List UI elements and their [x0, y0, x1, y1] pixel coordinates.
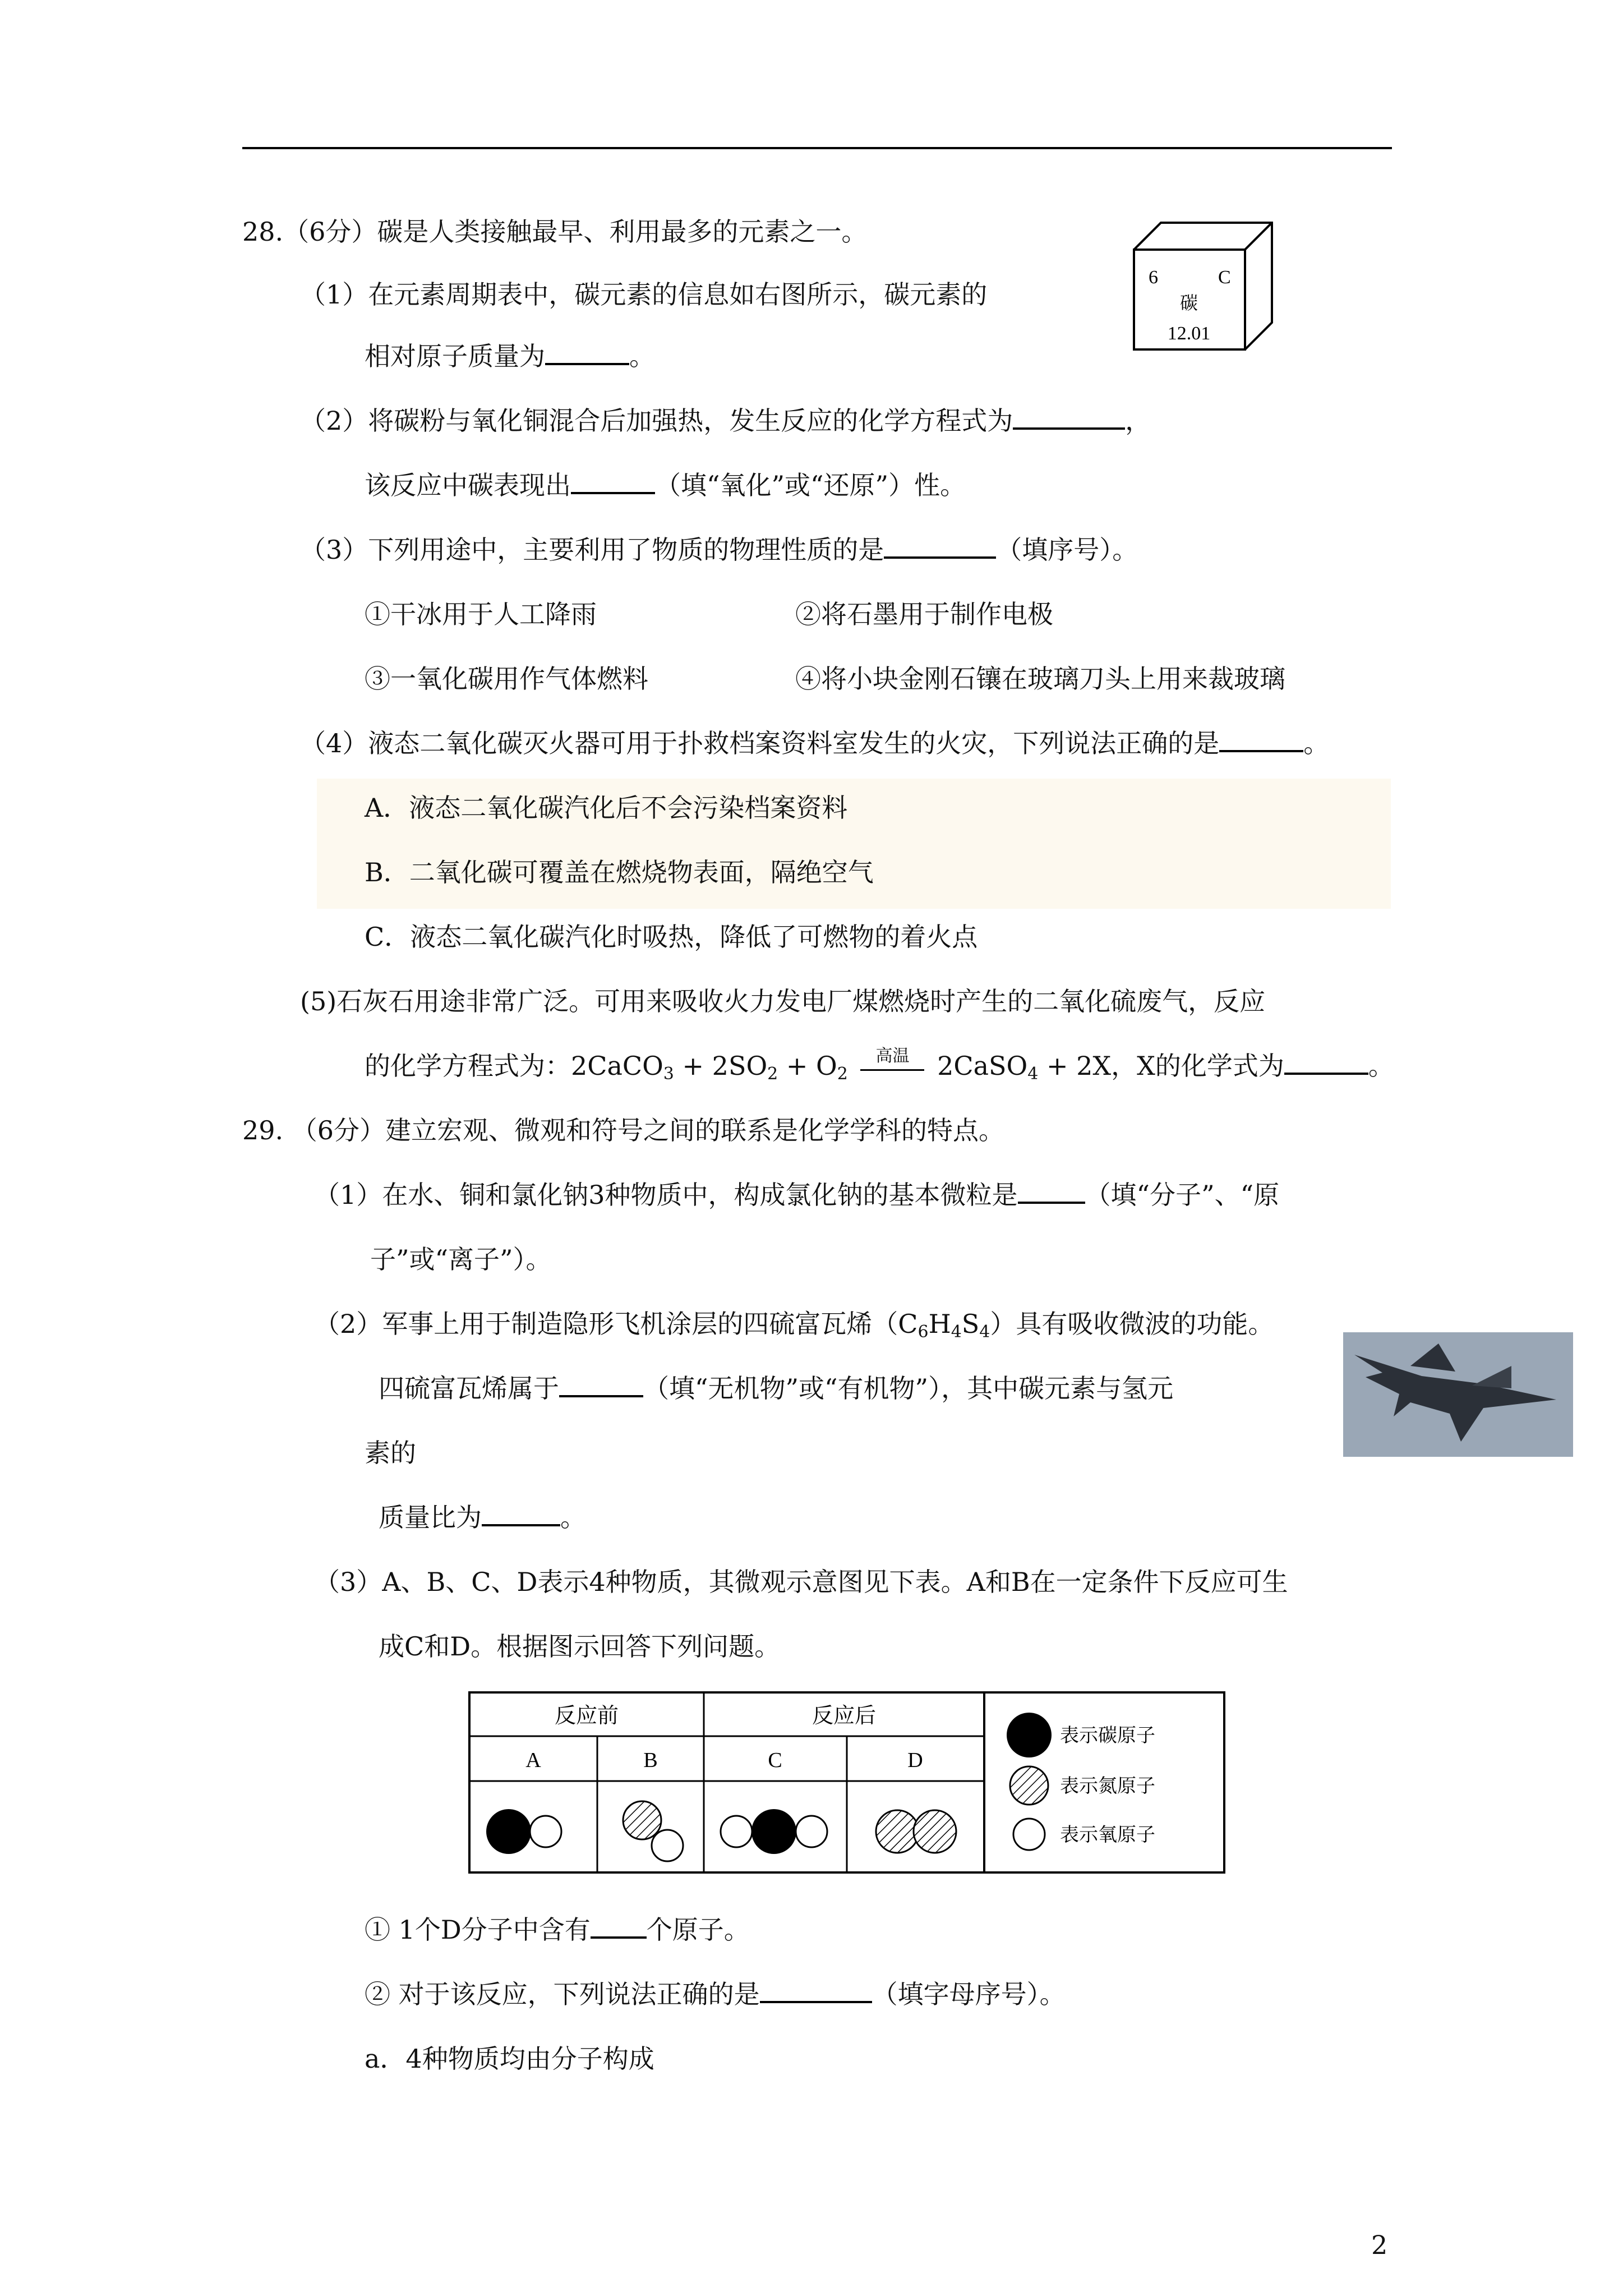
element-number: 6 [1149, 267, 1158, 288]
element-mass: 12.01 [1167, 323, 1211, 344]
q28-p4-choice-b: B．二氧化碳可覆盖在燃烧物表面，隔绝空气 [365, 857, 874, 887]
q29-p1-b: 子”或“离子”）。 [370, 1244, 552, 1274]
q28-p3: （3）下列用途中，主要利用了物质的物理性质的是 （填序号）。 [300, 535, 1138, 565]
q29-title: 29. （6分）建立宏观、微观和符号之间的联系是化学学科的特点。 [242, 1115, 1005, 1145]
element-name: 碳 [1179, 292, 1198, 314]
molecule-a [486, 1809, 561, 1854]
q28-title: 28.（6分）碳是人类接触最早、利用最多的元素之一。 [242, 217, 868, 247]
col-c: C [768, 1749, 782, 1772]
q28-p1-b: 相对原子质量为 。 [365, 341, 655, 371]
q28-option-3: ③一氧化碳用作气体燃料 [365, 664, 648, 694]
q28-option-1: ①干冰用于人工降雨 [365, 599, 597, 629]
answer-blank[interactable] [1013, 405, 1125, 430]
q29-p2-b: 四硫富瓦烯属于 （填“无机物”或“有机物”），其中碳元素与氢元 [379, 1373, 1174, 1404]
legend-nitrogen: 表示氮原子 [1060, 1775, 1155, 1797]
answer-blank[interactable] [1018, 1179, 1085, 1204]
q29-sub-a: a．4种物质均由分子构成 [365, 2044, 654, 2074]
q28-option-4: ④将小块金刚石镶在玻璃刀头上用来裁玻璃 [795, 664, 1285, 694]
col-a: A [525, 1749, 541, 1772]
header-rule [242, 147, 1392, 149]
q29-p3-b: 成C和D。根据图示回答下列问题。 [379, 1631, 781, 1662]
q28-p5-a: (5)石灰石用途非常广泛。可用来吸收火力发电厂煤燃烧时产生的二氧化硫废气，反应 [300, 986, 1266, 1016]
legend-carbon-icon [1007, 1713, 1052, 1757]
answer-blank[interactable] [559, 1373, 643, 1397]
element-carbon-box [1133, 222, 1273, 351]
answer-blank[interactable] [760, 1978, 872, 2003]
q29-sub-1: ① 1个D分子中含有 个原子。 [365, 1915, 750, 1945]
stealth-jet-photo [1343, 1332, 1573, 1457]
q28-p4-choice-a: A．液态二氧化碳汽化后不会污染档案资料 [365, 793, 848, 823]
answer-blank[interactable] [1284, 1050, 1368, 1075]
element-symbol: C [1218, 267, 1231, 288]
legend-oxygen: 表示氧原子 [1060, 1824, 1155, 1846]
legend-oxygen-icon [1013, 1819, 1045, 1850]
legend-nitrogen-icon [1010, 1766, 1048, 1805]
q28-p2-b: 该反应中碳表现出 （填“氧化”或“还原”）性。 [365, 470, 966, 500]
header-after: 反应后 [811, 1703, 877, 1728]
q29-p3-a: （3）A、B、C、D表示4种物质，其微观示意图见下表。A和B在一定条件下反应可生 [314, 1567, 1288, 1597]
answer-blank[interactable] [884, 534, 996, 559]
legend-carbon: 表示碳原子 [1060, 1724, 1155, 1747]
q28-p2-a: （2）将碳粉与氧化铜混合后加强热，发生反应的化学方程式为 ， [300, 406, 1151, 436]
answer-blank[interactable] [591, 1914, 647, 1939]
col-b: B [643, 1749, 658, 1772]
col-d: D [907, 1749, 923, 1772]
answer-blank[interactable] [482, 1502, 560, 1526]
header-before: 反应前 [554, 1703, 619, 1728]
molecule-c [721, 1809, 827, 1854]
q28-p4-choice-c: C．液态二氧化碳汽化时吸热，降低了可燃物的着火点 [365, 922, 978, 952]
q28-p1-a: （1）在元素周期表中，碳元素的信息如右图所示，碳元素的 [300, 279, 988, 310]
q28-p5-equation: 的化学方程式为：2CaCO$_3$ + $2SO_2 + O_2$ 高温 2CaSO$_4$ + 2X，X的化学式为 。 [365, 1046, 1394, 1084]
answer-blank[interactable] [1219, 728, 1303, 752]
q29-p1-a: （1）在水、铜和氯化钠3种物质中，构成氯化钠的基本微粒是 （填“分子”、“原 [314, 1180, 1280, 1210]
q28-option-2: ②将石墨用于制作电极 [795, 599, 1053, 629]
answer-blank[interactable] [571, 470, 655, 494]
q29-p2-d: 质量比为 。 [379, 1502, 586, 1533]
q28-p4: （4）液态二氧化碳灭火器可用于扑救档案资料室发生的火灾，下列说法正确的是 。 [300, 728, 1330, 758]
answer-blank[interactable] [545, 341, 629, 365]
q29-sub-2: ② 对于该反应，下列说法正确的是 （填字母序号）。 [365, 1979, 1066, 2009]
q29-p2-a: （2）军事上用于制造隐形飞机涂层的四硫富瓦烯$(C_6H_4S_4)$具有吸收微波的功能。 [314, 1309, 1274, 1342]
page-number: 2 [1371, 2230, 1388, 2260]
q29-p2-c: 素的 [365, 1438, 416, 1468]
reaction-condition: 高温 [856, 1049, 929, 1083]
reaction-table [468, 1691, 1225, 1874]
